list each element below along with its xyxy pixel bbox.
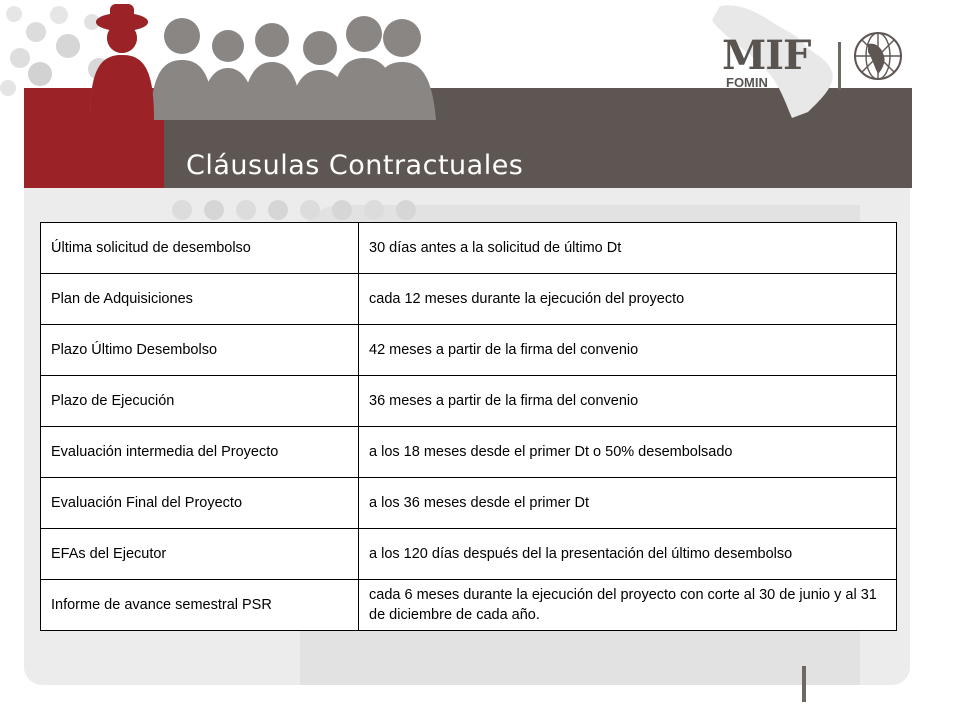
page-title: Cláusulas Contractuales bbox=[186, 150, 524, 181]
table-row bbox=[41, 223, 897, 274]
clause-term-cell: 30 días antes a la solicitud de último Dt bbox=[359, 223, 897, 274]
clauses-table bbox=[40, 222, 897, 631]
table-row bbox=[41, 274, 897, 325]
clause-term-cell: a los 120 días después del la presentación del último desembolso bbox=[359, 529, 897, 580]
globe-emblem-icon bbox=[852, 30, 904, 82]
clause-term-cell: a los 18 meses desde el primer Dt o 50% desembolsado bbox=[359, 427, 897, 478]
clause-item-cell: Evaluación Final del Proyecto bbox=[41, 478, 359, 529]
table-row bbox=[41, 325, 897, 376]
logo-mif-text: MIF bbox=[722, 32, 811, 79]
clause-term-cell: 42 meses a partir de la firma del convenio bbox=[359, 325, 897, 376]
clause-item-cell: Plazo Último Desembolso bbox=[41, 325, 359, 376]
clause-item-cell: Plazo de Ejecución bbox=[41, 376, 359, 427]
table-row bbox=[41, 376, 897, 427]
clause-term-cell: cada 6 meses durante la ejecución del proyecto con corte al 30 de junio y al 31 de diciembre de cada año. bbox=[359, 580, 897, 631]
clause-term-cell: cada 12 meses durante la ejecución del proyecto bbox=[359, 274, 897, 325]
clause-item-cell: Informe de avance semestral PSR bbox=[41, 580, 359, 631]
clause-term-cell: a los 36 meses desde el primer Dt bbox=[359, 478, 897, 529]
clause-item-cell: Plan de Adquisiciones bbox=[41, 274, 359, 325]
table-row bbox=[41, 580, 897, 631]
logo bbox=[722, 32, 811, 90]
clause-item-cell: EFAs del Ejecutor bbox=[41, 529, 359, 580]
clause-item-cell: Última solicitud de desembolso bbox=[41, 223, 359, 274]
people-silhouettes bbox=[80, 0, 440, 120]
clause-item-cell: Evaluación intermedia del Proyecto bbox=[41, 427, 359, 478]
table-row bbox=[41, 478, 897, 529]
table-row bbox=[41, 427, 897, 478]
footer-divider bbox=[802, 666, 806, 702]
clause-term-cell: 36 meses a partir de la firma del convenio bbox=[359, 376, 897, 427]
logo-fomin-text: FOMIN bbox=[726, 75, 768, 90]
logo-divider bbox=[838, 42, 841, 90]
table-row bbox=[41, 529, 897, 580]
